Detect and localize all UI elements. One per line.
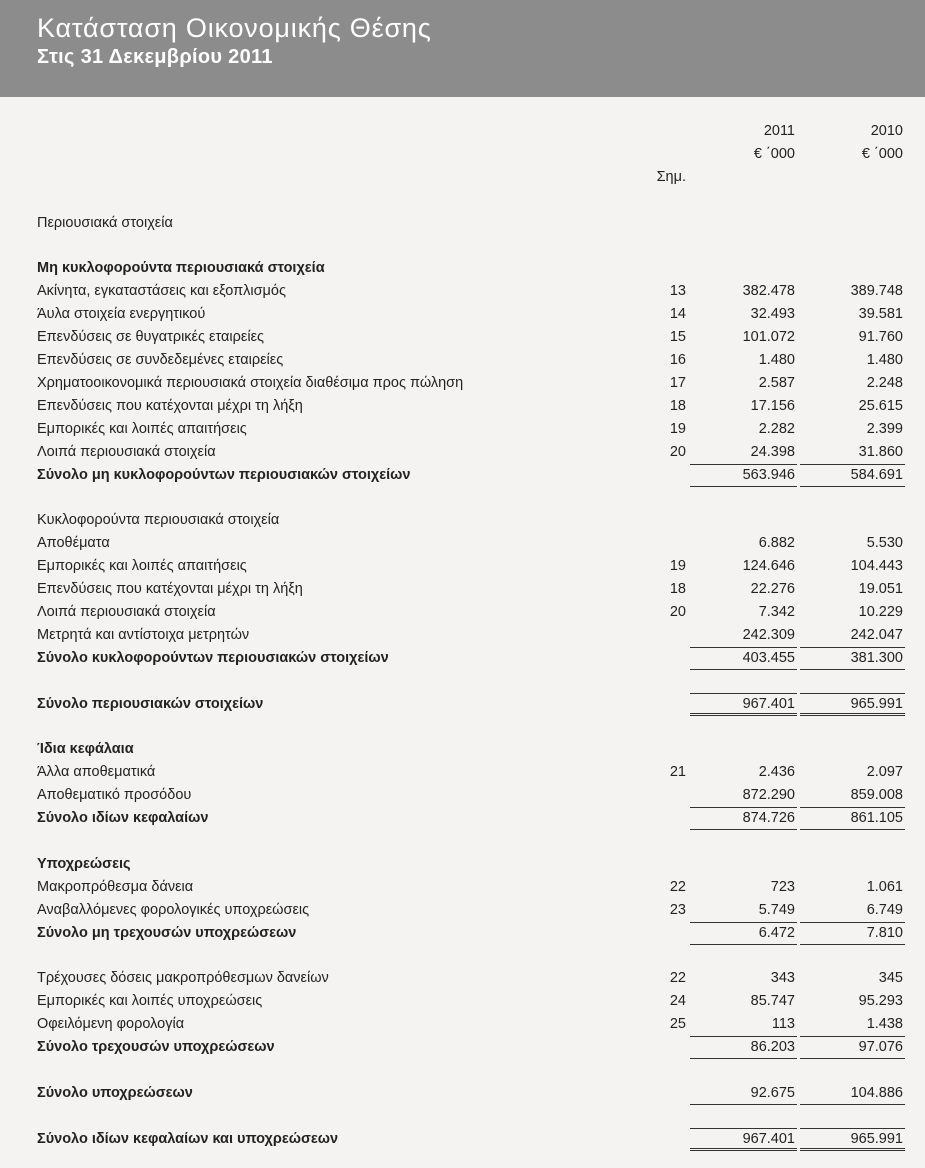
- value-2010: 39.581: [858, 306, 903, 323]
- statement-row-subtotal: [0, 807, 925, 830]
- value-2011: 563.946: [690, 464, 797, 487]
- statement-row-total: [0, 1082, 925, 1105]
- row-label: Εμπορικές και λοιπές απαιτήσεις: [37, 420, 247, 437]
- value-2011: 343: [770, 970, 795, 987]
- value-2011: 874.726: [690, 807, 797, 830]
- value-2011: 5.749: [758, 901, 795, 918]
- note-ref: 22: [669, 970, 686, 987]
- value-2010: 19.051: [858, 581, 903, 597]
- column-header-years: [0, 120, 925, 143]
- statement-row-item: [0, 555, 925, 578]
- value-2010: 5.530: [866, 535, 903, 552]
- row-label: Χρηματοοικονομικά περιουσιακά στοιχεία διαθέσιμα προς πώληση: [37, 374, 464, 391]
- note-ref: 19: [669, 558, 686, 575]
- row-label: Σύνολο υποχρεώσεων: [37, 1084, 193, 1101]
- note-ref: 23: [669, 901, 686, 918]
- value-2010: 1.061: [866, 878, 903, 895]
- row-label: Αποθέματα: [37, 535, 110, 552]
- note-column-header: Σημ.: [656, 168, 686, 185]
- value-2011: 242.309: [742, 626, 795, 643]
- statement-row-caption: [0, 212, 925, 235]
- value-2010: 7.810: [800, 922, 905, 945]
- note-ref: 25: [669, 1016, 686, 1033]
- value-2010: 584.691: [800, 464, 905, 487]
- value-2011: 6.882: [758, 535, 795, 552]
- value-2010: 10.229: [858, 603, 903, 620]
- value-2010: 859.008: [850, 787, 903, 804]
- row-label: Σύνολο ιδίων κεφαλαίων: [37, 810, 209, 826]
- statement-row-item: [0, 326, 925, 349]
- note-ref: 14: [669, 306, 686, 323]
- value-2011: 92.675: [690, 1082, 797, 1105]
- units-2010-header: € ΄000: [861, 145, 903, 162]
- value-2011: 86.203: [690, 1036, 797, 1059]
- statement-row-item: [0, 303, 925, 326]
- year-2011-header: 2011: [763, 123, 795, 139]
- value-2010: 97.076: [800, 1036, 905, 1059]
- value-2010: 965.991: [800, 1128, 905, 1151]
- statement-row-item: [0, 601, 925, 624]
- statement-row-item: [0, 395, 925, 418]
- row-label: Οφειλόμενη φορολογία: [37, 1016, 185, 1033]
- value-2010: 91.760: [858, 329, 903, 346]
- row-label: Περιουσιακά στοιχεία: [37, 214, 173, 231]
- note-ref: 17: [669, 374, 686, 391]
- year-2010-header: 2010: [870, 123, 903, 139]
- statement-row-subtotal: [0, 922, 925, 945]
- statement-row-heading: [0, 738, 925, 761]
- value-2011: 85.747: [750, 993, 795, 1010]
- row-label: Κυκλοφορούντα περιουσιακά στοιχεία: [37, 512, 280, 529]
- statement-row-heading: [0, 257, 925, 280]
- row-label: Σύνολο ιδίων κεφαλαίων και υποχρεώσεων: [37, 1130, 339, 1147]
- statement-row-item: [0, 899, 925, 922]
- statement-row-item: [0, 578, 925, 601]
- row-label: Σύνολο περιουσιακών στοιχείων: [37, 695, 264, 712]
- value-2011: 723: [770, 878, 795, 895]
- statement-row-item: [0, 967, 925, 990]
- column-header-units: [0, 143, 925, 166]
- row-label: Αποθεματικό προσόδου: [37, 787, 192, 804]
- value-2011: 1.480: [758, 352, 795, 368]
- value-2010: 2.097: [866, 764, 903, 781]
- statement-row-heading: [0, 853, 925, 876]
- row-label: Μακροπρόθεσμα δάνεια: [37, 878, 194, 895]
- value-2011: 32.493: [750, 306, 795, 323]
- value-2010: 31.860: [858, 443, 903, 460]
- units-2011-header: € ΄000: [753, 145, 795, 162]
- statement-row-item: [0, 761, 925, 784]
- note-ref: 21: [669, 764, 686, 781]
- value-2010: 2.248: [866, 374, 903, 391]
- value-2010: 104.443: [850, 558, 903, 575]
- row-label: Επενδύσεις σε συνδεδεμένες εταιρείες: [37, 352, 284, 368]
- row-label: Σύνολο μη τρεχουσών υποχρεώσεων: [37, 924, 297, 941]
- statement-row-item: [0, 990, 925, 1013]
- statement-row-grand: [0, 693, 925, 716]
- row-label: Μη κυκλοφορούντα περιουσιακά στοιχεία: [37, 260, 325, 277]
- value-2011: 22.276: [750, 581, 795, 597]
- statement-row-item: [0, 624, 925, 647]
- value-2010: 2.399: [866, 420, 903, 437]
- note-ref: 13: [669, 283, 686, 300]
- row-label: Μετρητά και αντίστοιχα μετρητών: [37, 626, 250, 643]
- row-label: Άλλα αποθεματικά: [37, 764, 156, 781]
- value-2010: 381.300: [800, 647, 905, 670]
- page-title: Κατάσταση Οικονομικής Θέσης: [37, 13, 432, 43]
- statement-row-item: [0, 418, 925, 441]
- value-2010: 25.615: [858, 397, 903, 414]
- column-header-note: [0, 166, 925, 189]
- note-ref: 18: [669, 581, 686, 597]
- value-2011: 382.478: [742, 283, 795, 300]
- value-2010: 104.886: [800, 1082, 905, 1105]
- row-label: Επενδύσεις που κατέχονται μέχρι τη λήξη: [37, 581, 303, 597]
- value-2010: 1.480: [866, 352, 903, 368]
- value-2011: 124.646: [742, 558, 795, 575]
- row-label: Λοιπά περιουσιακά στοιχεία: [37, 603, 216, 620]
- statement-row-item: [0, 532, 925, 555]
- row-label: Σύνολο κυκλοφορούντων περιουσιακών στοιχείων: [37, 649, 389, 666]
- statement-row-grand: [0, 1128, 925, 1151]
- row-label: Εμπορικές και λοιπές απαιτήσεις: [37, 558, 247, 575]
- value-2011: 6.472: [690, 922, 797, 945]
- value-2011: 403.455: [690, 647, 797, 670]
- value-2010: 861.105: [800, 807, 905, 830]
- value-2011: 2.282: [758, 420, 795, 437]
- value-2011: 7.342: [758, 603, 795, 620]
- statement-row-item: [0, 1013, 925, 1036]
- note-ref: 19: [669, 420, 686, 437]
- note-ref: 15: [669, 329, 686, 346]
- value-2011: 967.401: [690, 1128, 797, 1151]
- note-ref: 20: [669, 603, 686, 620]
- row-label: Επενδύσεις που κατέχονται μέχρι τη λήξη: [37, 397, 303, 414]
- statement-row-subtotal: [0, 464, 925, 487]
- value-2011: 24.398: [750, 443, 795, 460]
- value-2010: 6.749: [866, 901, 903, 918]
- value-2010: 1.438: [866, 1016, 903, 1033]
- value-2011: 2.436: [758, 764, 795, 781]
- note-ref: 24: [669, 993, 686, 1010]
- row-label: Λοιπά περιουσιακά στοιχεία: [37, 443, 216, 460]
- note-ref: 18: [669, 397, 686, 414]
- value-2010: 389.748: [850, 283, 903, 300]
- value-2010: 242.047: [850, 626, 903, 643]
- statement-row-subheading: [0, 509, 925, 532]
- row-label: Ίδια κεφάλαια: [37, 741, 134, 758]
- row-label: Εμπορικές και λοιπές υποχρεώσεις: [37, 993, 263, 1010]
- value-2011: 17.156: [750, 397, 795, 414]
- statement-row-item: [0, 784, 925, 807]
- statement-row-item: [0, 280, 925, 303]
- statement-row-item: [0, 441, 925, 464]
- statement-row-subtotal: [0, 1036, 925, 1059]
- statement-row-item: [0, 349, 925, 372]
- row-label: Άυλα στοιχεία ενεργητικού: [37, 306, 206, 323]
- value-2010: 965.991: [800, 693, 905, 716]
- row-label: Σύνολο μη κυκλοφορούντων περιουσιακών στοιχείων: [37, 466, 411, 483]
- value-2011: 872.290: [742, 787, 795, 804]
- row-label: Ακίνητα, εγκαταστάσεις και εξοπλισμός: [37, 283, 286, 300]
- value-2011: 2.587: [758, 374, 795, 391]
- value-2011: 113: [771, 1016, 795, 1033]
- note-ref: 16: [669, 352, 686, 368]
- statement-row-subtotal: [0, 647, 925, 670]
- row-label: Επενδύσεις σε θυγατρικές εταιρείες: [37, 329, 265, 346]
- statement-row-item: [0, 876, 925, 899]
- value-2011: 101.072: [742, 329, 795, 346]
- value-2010: 345: [878, 970, 903, 987]
- note-ref: 20: [669, 443, 686, 460]
- page-subtitle: Στις 31 Δεκεμβρίου 2011: [37, 46, 273, 68]
- row-label: Αναβαλλόμενες φορολογικές υποχρεώσεις: [37, 901, 310, 918]
- value-2011: 967.401: [690, 693, 797, 716]
- row-label: Υποχρεώσεις: [37, 855, 131, 872]
- statement-row-item: [0, 372, 925, 395]
- note-ref: 22: [669, 878, 686, 895]
- row-label: Σύνολο τρεχουσών υποχρεώσεων: [37, 1039, 275, 1055]
- value-2010: 95.293: [858, 993, 903, 1010]
- row-label: Τρέχουσες δόσεις μακροπρόθεσμων δανείων: [37, 970, 329, 987]
